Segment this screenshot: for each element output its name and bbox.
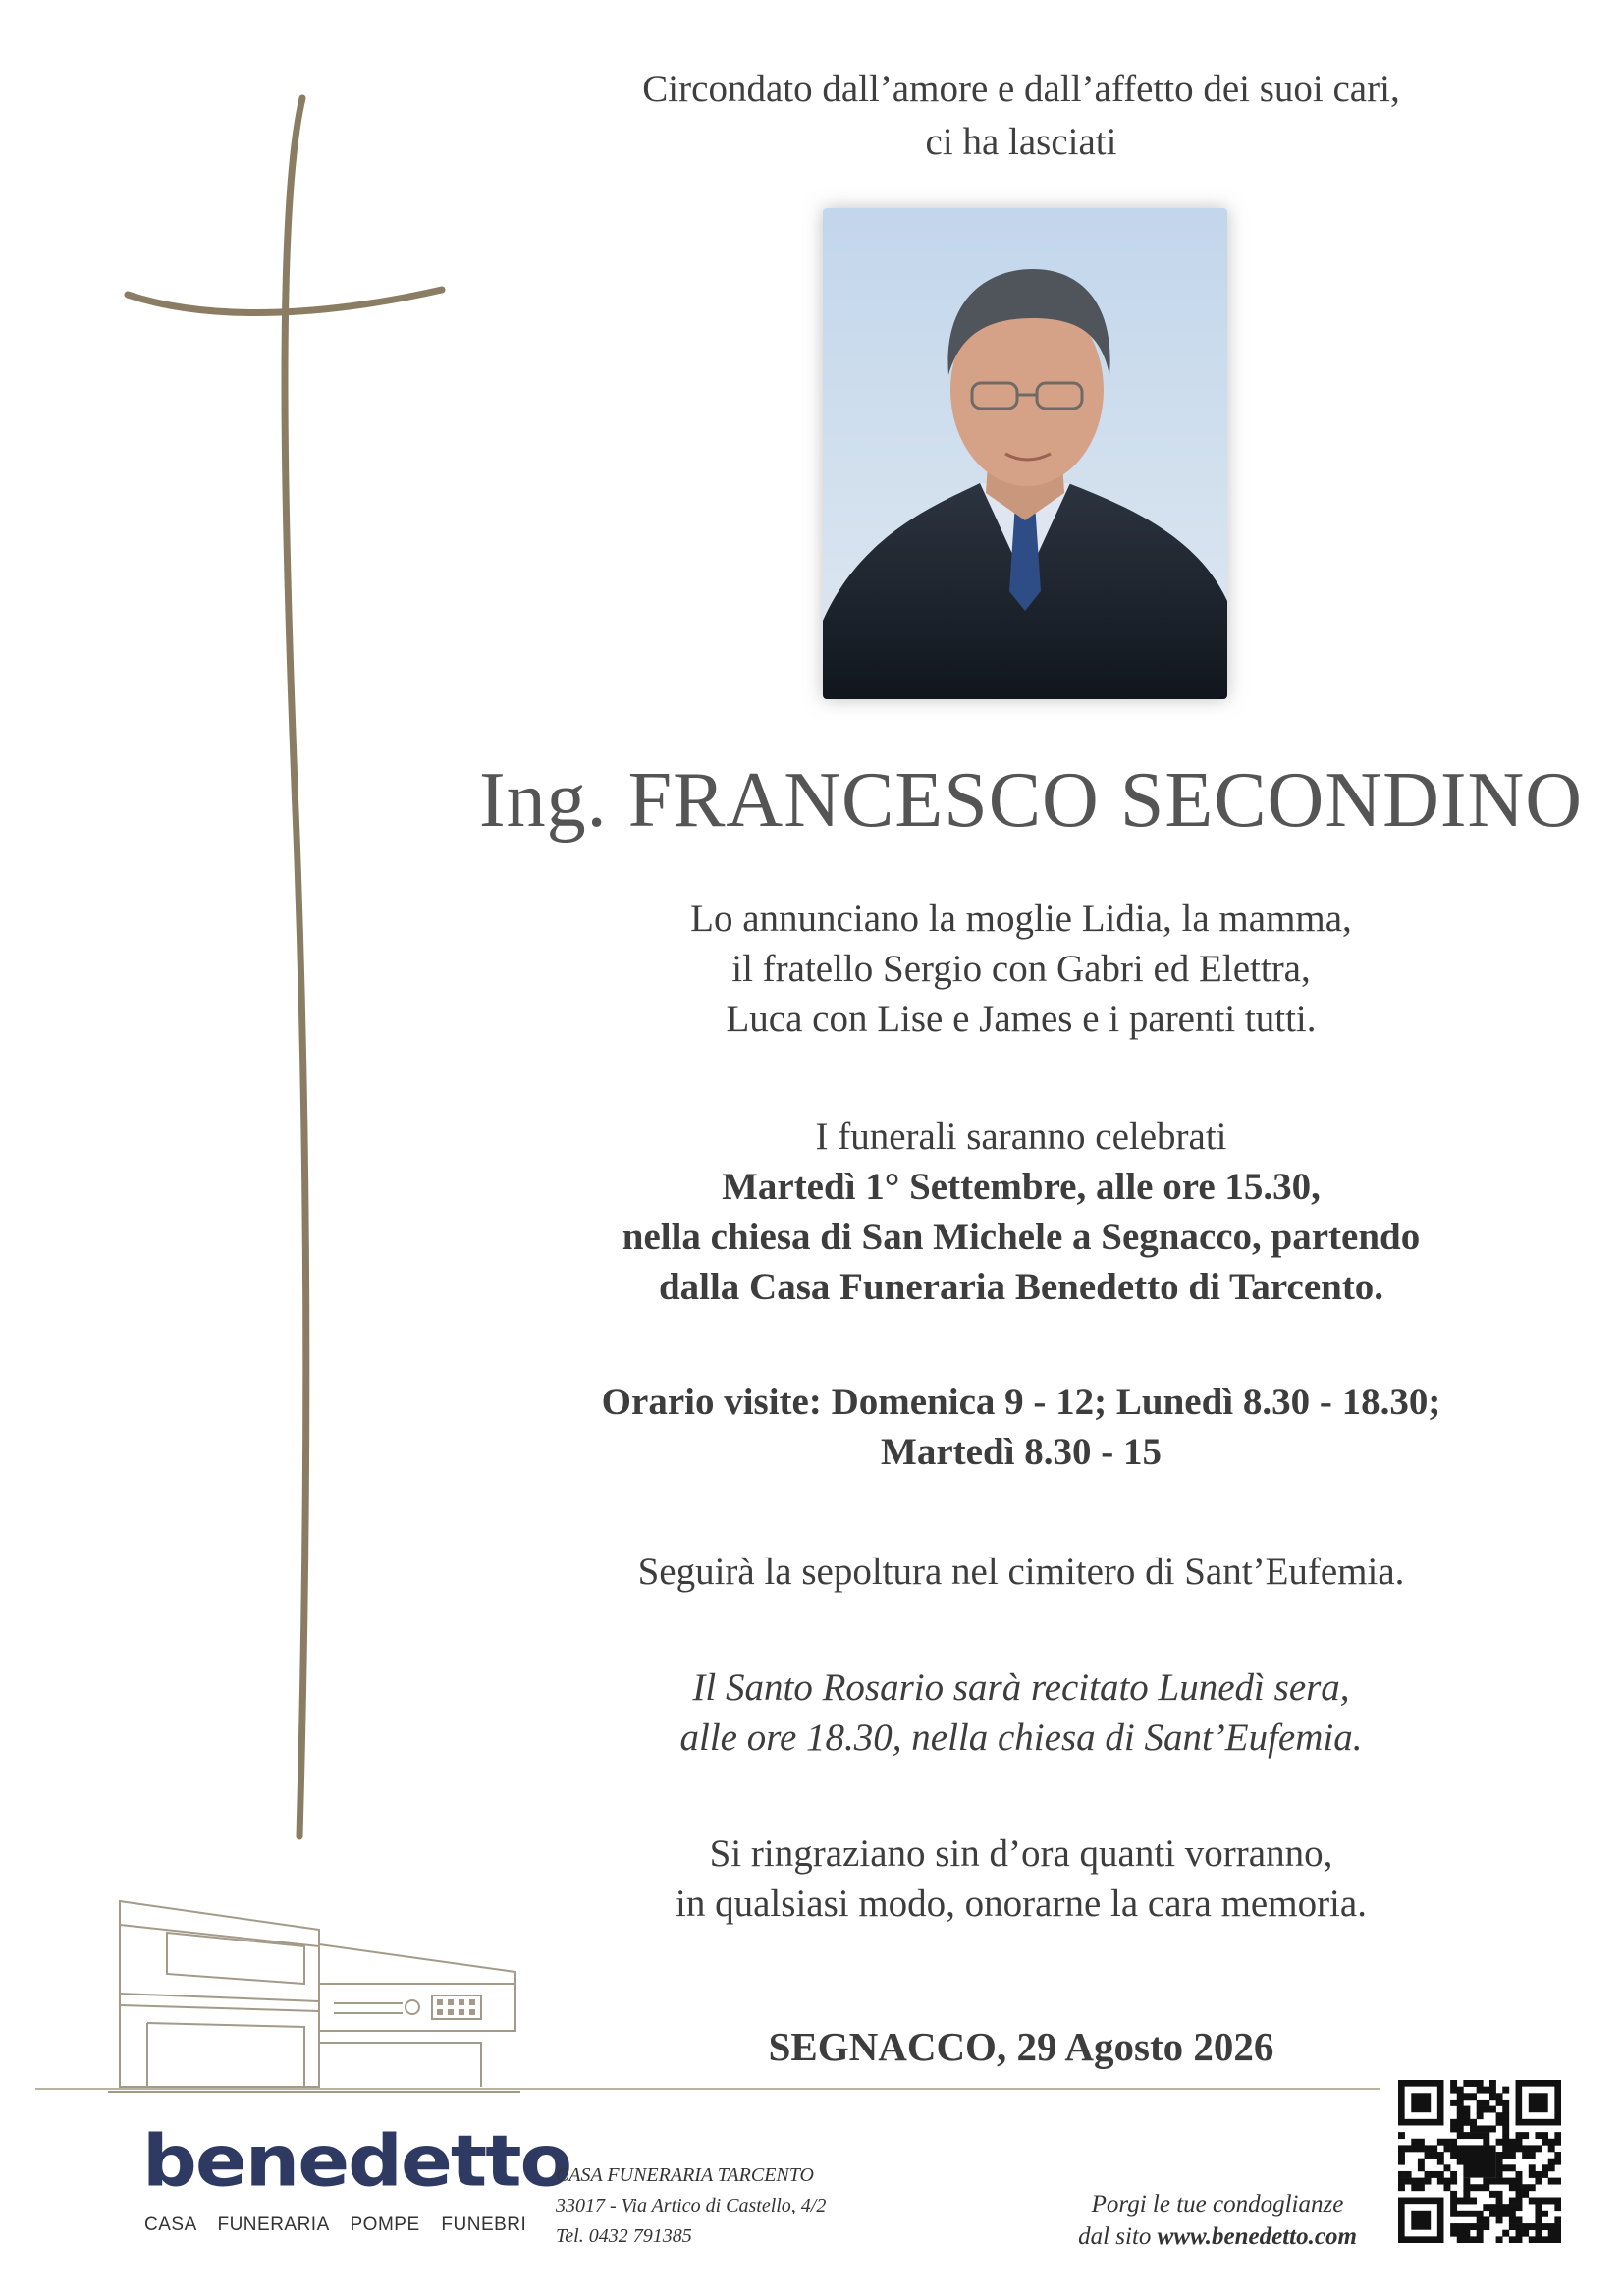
burial-line: Seguirà la sepoltura nel cimitero di Sant’Eufemia.	[637, 1551, 1405, 1593]
visiting-hours	[530, 1377, 1512, 1477]
address-line-1: CASA FUNERARIA TARCENTO	[556, 2164, 814, 2186]
funeral-line-1: I funerali saranno celebrati	[815, 1116, 1227, 1158]
condolences-site-link[interactable]: www.benedetto.com	[1157, 2223, 1357, 2250]
brand-tagline: CASA FUNERARIA POMPE FUNEBRI	[144, 2214, 527, 2235]
burial-text	[530, 1547, 1512, 1597]
condolences-prefix: dal sito	[1078, 2223, 1158, 2250]
address-block	[556, 2160, 826, 2252]
footer-divider	[35, 2088, 1380, 2090]
address-line-3: Tel. 0432 791385	[556, 2225, 692, 2247]
announcement-line-3: Luca con Lise e James e i parenti tutti.	[726, 998, 1317, 1040]
intro-line-2: ci ha lasciati	[925, 121, 1117, 163]
intro-line-1: Circondato dall’amore e dall’affetto dei suoi cari,	[642, 68, 1400, 110]
rosary-line-2: alle ore 18.30, nella chiesa di Sant’Eufemia.	[679, 1717, 1363, 1759]
funeral-text	[530, 1112, 1512, 1312]
qr-code[interactable]	[1398, 2080, 1561, 2243]
rosary-line-1: Il Santo Rosario sarà recitato Lunedì sera,	[692, 1667, 1350, 1709]
announcement-line-2: il fratello Sergio con Gabri ed Elettra,	[731, 948, 1311, 990]
building-illustration	[108, 1886, 530, 2106]
brand-logo: benedetto	[142, 2121, 571, 2203]
funeral-line-4: dalla Casa Funeraria Benedetto di Tarcento.	[658, 1266, 1384, 1308]
thanks-text	[530, 1829, 1512, 1929]
visits-line-2: Martedì 8.30 - 15	[881, 1431, 1162, 1473]
deceased-name: Ing. FRANCESCO SECONDINO	[478, 757, 1584, 844]
funeral-line-3: nella chiesa di San Michele a Segnacco, partendo	[622, 1216, 1421, 1258]
funeral-line-2: Martedì 1° Settembre, alle ore 15.30,	[722, 1166, 1321, 1208]
announcement-line-1: Lo annunciano la moglie Lidia, la mamma,	[690, 898, 1352, 940]
thanks-line-1: Si ringraziano sin d’ora quanti vorranno,	[709, 1832, 1333, 1875]
condolences-line-2	[1041, 2220, 1394, 2253]
cross-icon	[108, 88, 461, 1856]
thanks-line-2: in qualsiasi modo, onorarne la cara memoria.	[676, 1883, 1367, 1925]
address-line-2: 33017 - Via Artico di Castello, 4/2	[556, 2195, 827, 2216]
rosary-text	[530, 1663, 1512, 1763]
place-date: SEGNACCO, 29 Agosto 2026	[768, 2024, 1274, 2069]
intro-text	[530, 63, 1512, 169]
condolences-block	[1041, 2188, 1394, 2253]
announcement-text	[530, 894, 1512, 1044]
condolences-line-1: Porgi le tue condoglianze	[1091, 2191, 1344, 2217]
portrait-photo	[823, 208, 1227, 699]
visits-line-1: Orario visite: Domenica 9 - 12; Lunedì 8.30 - 18.30;	[601, 1381, 1441, 1423]
